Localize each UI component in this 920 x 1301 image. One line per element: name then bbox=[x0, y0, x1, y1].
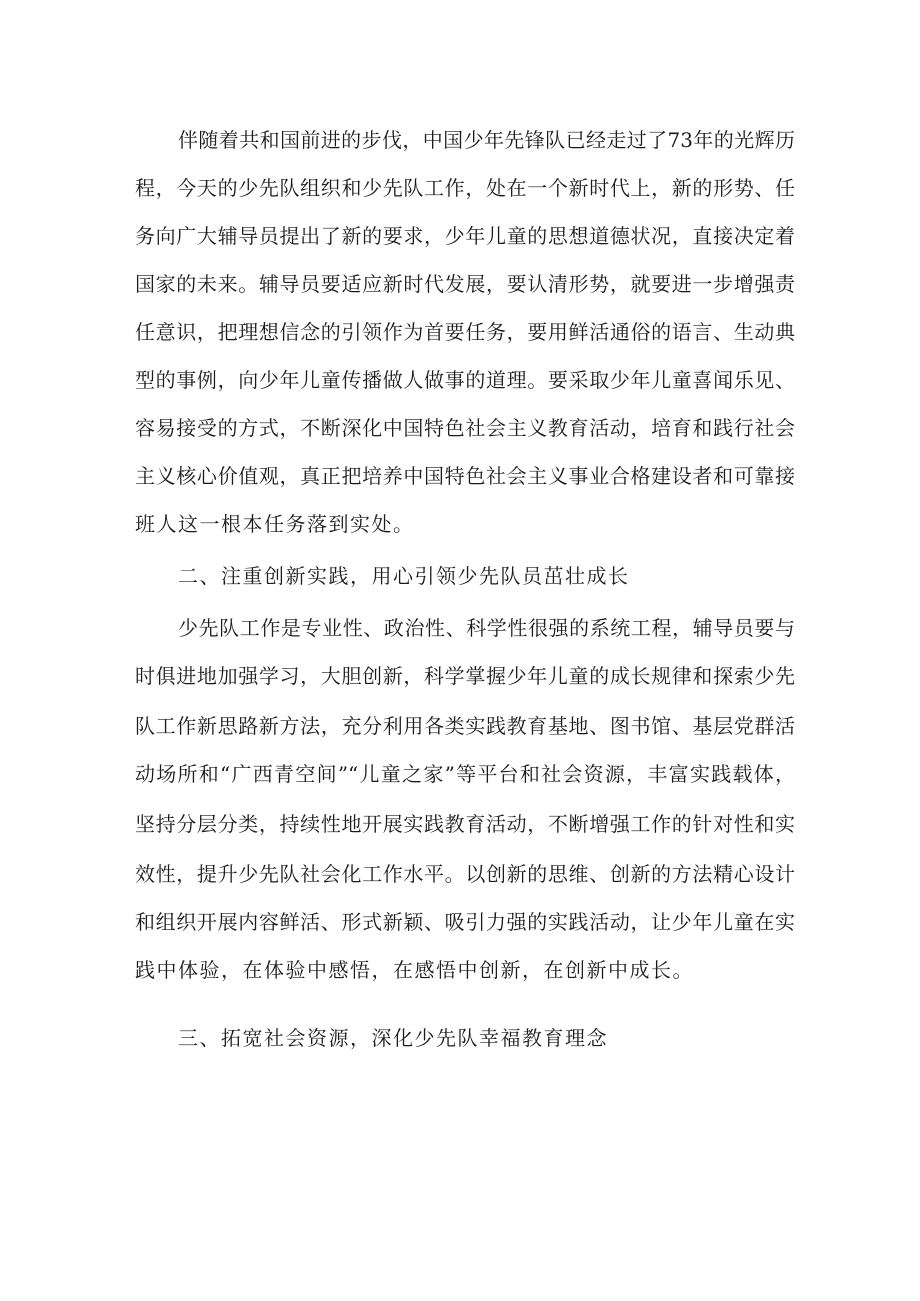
paragraph-1-line-7: 容易接受的方式，不断深化中国特色社会主义教育活动，培育和践行社会 bbox=[135, 416, 795, 440]
paragraph-1-line-1: 伴随着共和国前进的步伐，中国少年先锋队已经走过了73年的光辉历 bbox=[178, 128, 795, 152]
paragraph-1-line-9: 班人这一根本任务落到实处。 bbox=[135, 512, 415, 536]
paragraph-2-line-8: 践中体验，在体验中感悟，在感悟中创新，在创新中成长。 bbox=[135, 958, 694, 982]
section-heading-2: 二、注重创新实践，用心引领少先队员茁壮成长 bbox=[178, 564, 630, 588]
section-heading-3: 三、拓宽社会资源，深化少先队幸福教育理念 bbox=[178, 1026, 608, 1050]
paragraph-2-line-7: 和组织开展内容鲜活、形式新颖、吸引力强的实践活动，让少年儿童在实 bbox=[135, 910, 795, 934]
paragraph-2-line-4: 动场所和“广西青空间”“儿童之家”等平台和社会资源，丰富实践载体， bbox=[135, 762, 795, 786]
paragraph-1-line-8: 主义核心价值观，真正把培养中国特色社会主义事业合格建设者和可靠接 bbox=[135, 464, 795, 488]
paragraph-1-line-6: 型的事例，向少年儿童传播做人做事的道理。要采取少年儿童喜闻乐见、 bbox=[135, 368, 795, 392]
paragraph-2-line-1: 少先队工作是专业性、政治性、科学性很强的系统工程，辅导员要与 bbox=[178, 616, 795, 640]
paragraph-2-line-3: 队工作新思路新方法，充分利用各类实践教育基地、图书馆、基层党群活 bbox=[135, 714, 795, 738]
paragraph-2-line-2: 时俱进地加强学习，大胆创新，科学掌握少年儿童的成长规律和探索少先 bbox=[135, 664, 795, 688]
paragraph-1-line-3: 务向广大辅导员提出了新的要求，少年儿童的思想道德状况，直接决定着 bbox=[135, 224, 795, 248]
paragraph-2-line-6: 效性，提升少先队社会化工作水平。以创新的思维、创新的方法精心设计 bbox=[135, 862, 795, 886]
paragraph-1-line-2: 程，今天的少先队组织和少先队工作，处在一个新时代上，新的形势、任 bbox=[135, 176, 795, 200]
paragraph-1-line-4: 国家的未来。辅导员要适应新时代发展，要认清形势，就要进一步增强责 bbox=[135, 272, 795, 296]
paragraph-1-line-5: 任意识，把理想信念的引领作为首要任务，要用鲜活通俗的语言、生动典 bbox=[135, 320, 795, 344]
paragraph-2-line-5: 坚持分层分类，持续性地开展实践教育活动，不断增强工作的针对性和实 bbox=[135, 812, 795, 836]
